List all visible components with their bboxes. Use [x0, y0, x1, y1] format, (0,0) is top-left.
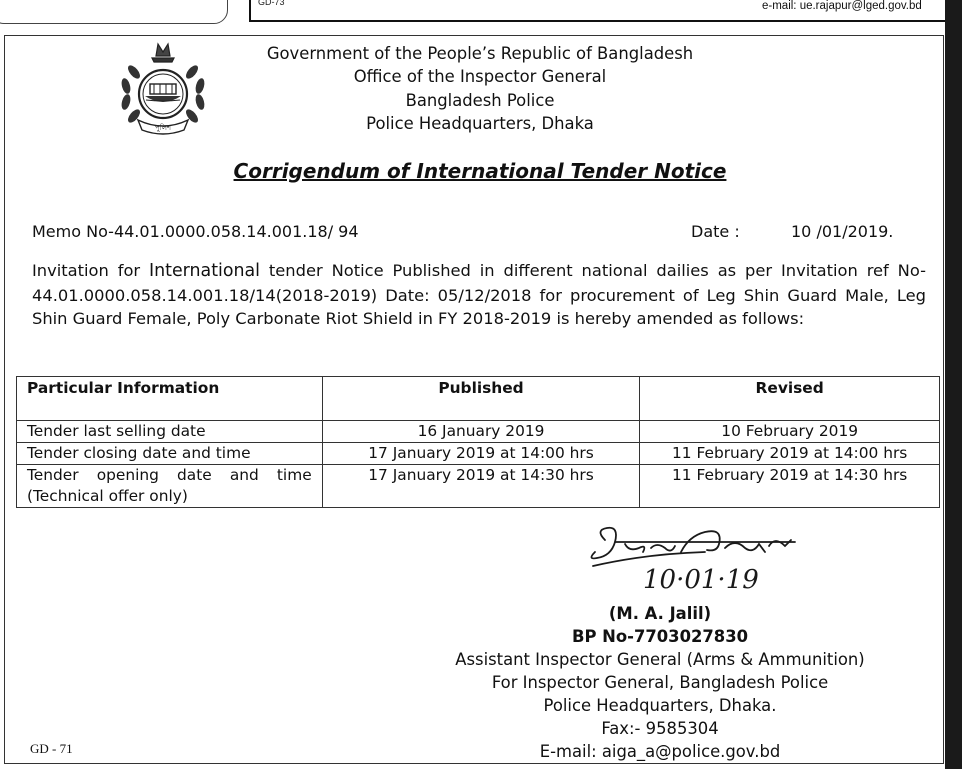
- signature-date: 10·01·19: [643, 565, 759, 594]
- row-closing-revised: 11 February 2019 at 14:00 hrs: [640, 443, 940, 465]
- scan-edge: [945, 0, 962, 769]
- table-row: [17, 465, 940, 508]
- table-header-row: [17, 377, 940, 421]
- row-opening-revised: 11 February 2019 at 14:30 hrs: [640, 465, 940, 508]
- previous-notice-box: [0, 0, 228, 24]
- signature-icon: [585, 522, 825, 594]
- row-opening-note: (Technical offer only): [27, 487, 188, 505]
- row-opening-label-cell: [17, 465, 323, 508]
- row-closing-label: Tender closing date and time: [17, 443, 323, 465]
- signatory-title: Assistant Inspector General (Arms & Ammunition): [455, 650, 865, 669]
- row-closing-published: 17 January 2019 at 14:00 hrs: [322, 443, 640, 465]
- row-opening-label: Tender opening date and time: [27, 466, 312, 484]
- header-office: Office of the Inspector General: [353, 67, 607, 86]
- row-selling-label: Tender last selling date: [17, 421, 323, 443]
- header-revised: Revised: [640, 377, 940, 421]
- signatory-email: E-mail: aiga_a@police.gov.bd: [539, 742, 781, 761]
- row-opening-published: 17 January 2019 at 14:30 hrs: [322, 465, 640, 508]
- header-police: Bangladesh Police: [405, 91, 555, 110]
- signatory-bp-number: BP No-7703027830: [571, 627, 749, 646]
- signatory-fax: Fax:- 9585304: [601, 719, 719, 738]
- previous-notice-code: GD-73: [258, 0, 285, 7]
- row-selling-revised: 10 February 2019: [640, 421, 940, 443]
- signatory-name: (M. A. Jalil): [608, 604, 712, 623]
- amendment-table: [16, 376, 940, 508]
- notice-title: Corrigendum of International Tender Notice: [233, 159, 727, 183]
- intro-emphasis: International: [149, 261, 261, 281]
- row-selling-published: 16 January 2019: [322, 421, 640, 443]
- emblem-ribbon-text: পুলিশ: [154, 124, 172, 132]
- date-value: 10 /01/2019.: [791, 222, 894, 241]
- table-row: [17, 443, 940, 465]
- header-government: Government of the People’s Republic of Bangladesh: [266, 44, 694, 63]
- intro-part2: tender Notice Published in different national dailies as per Invitation ref No-44.01.0000.058.14.001.18/14(2018-2019) Date: 05/12/2018 for procurement of Leg Shin Guard Male, Leg Shin Guard Female, Poly Carbonate Riot Shield in FY 2018-2019 is hereby amended as follows:: [32, 261, 926, 329]
- memo-number: Memo No-44.01.0000.058.14.001.18/ 94: [32, 222, 359, 241]
- signatory-office: Police Headquarters, Dhaka.: [543, 696, 777, 715]
- header-particular: Particular Information: [17, 377, 323, 421]
- intro-part1: Invitation for: [32, 261, 150, 280]
- header-published: Published: [322, 377, 640, 421]
- header-headquarters: Police Headquarters, Dhaka: [366, 114, 594, 133]
- table-row: [17, 421, 940, 443]
- previous-notice-email: e-mail: ue.rajapur@lged.gov.bd: [762, 0, 922, 12]
- police-emblem-icon: [112, 40, 214, 138]
- intro-paragraph: [32, 259, 926, 331]
- signatory-for: For Inspector General, Bangladesh Police: [491, 673, 829, 692]
- date-label: Date :: [691, 222, 740, 241]
- footer-code: GD - 71: [30, 741, 73, 756]
